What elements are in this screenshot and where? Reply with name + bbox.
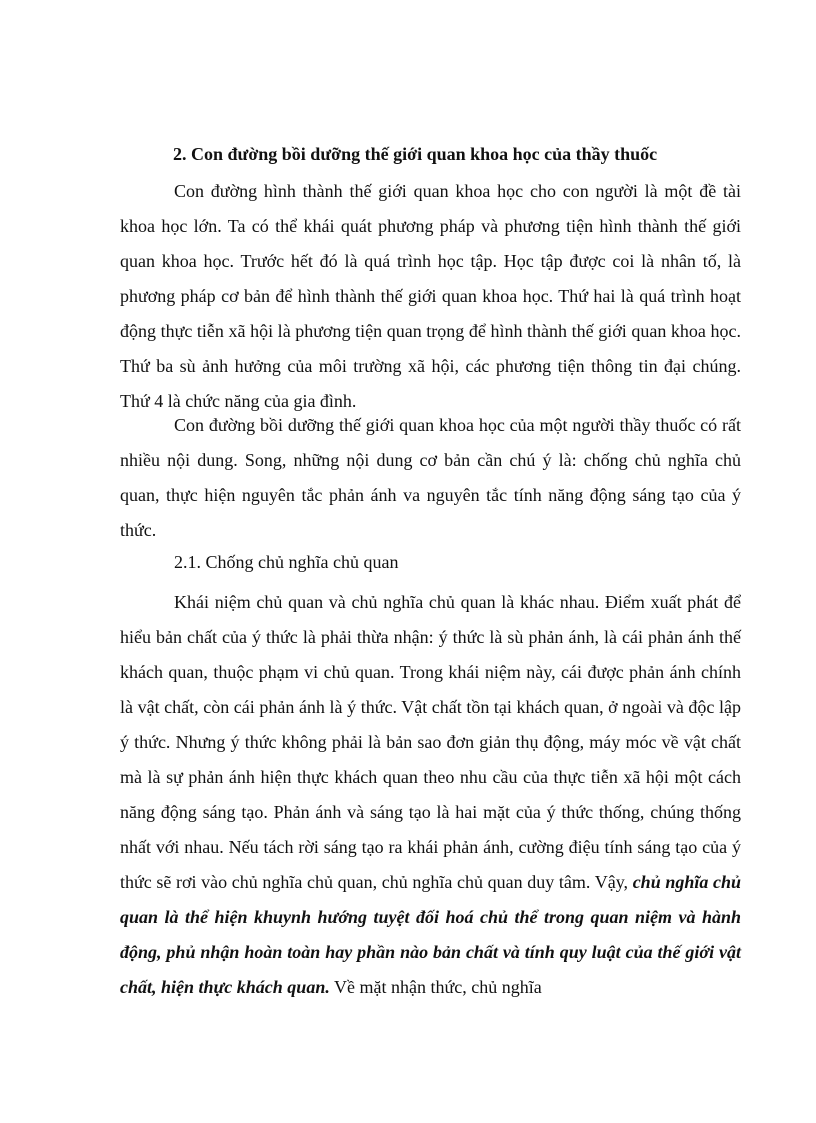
paragraph-subjectivism-continuation: Về mặt nhận thức, chủ nghĩa bbox=[334, 977, 542, 997]
section-heading: 2. Con đường bồi dưỡng thế giới quan khoa học của thầy thuốc bbox=[173, 144, 658, 164]
paragraph-subjectivism bbox=[120, 585, 741, 1005]
paragraph-cultivation-contents: Con đường bồi dưỡng thế giới quan khoa học của một người thầy thuốc có rất nhiều nội dung. Song, những nội dung cơ bản cần chú ý là: chống chủ nghĩa chủ quan, thực hiện nguyên tắc phản ánh va nguyên tắc tính năng động sáng tạo của ý thức. bbox=[120, 415, 741, 540]
subjectivism-definition: chủ nghĩa chủ quan là thể hiện khuynh hướng tuyệt đối hoá chủ thể trong quan niệm và hành động, phủ nhận hoàn toàn hay phần nào bản chất và tính quy luật của thế giới vật chất, hiện thực khách quan. bbox=[120, 872, 742, 997]
subsection-heading: 2.1. Chống chủ nghĩa chủ quan bbox=[174, 552, 399, 572]
paragraph-formation-paths: Con đường hình thành thế giới quan khoa học cho con người là một đề tài khoa học lớn. Ta có thể khái quát phương pháp và phương tiện hình thành thế giới quan khoa học. Trước hết đó là quá trình học tập. Học tập được coi là nhân tố, là phương pháp cơ bản để hình thành thế giới quan khoa học. Thứ hai là quá trình hoạt động thực tiễn xã hội là phương tiện quan trọng để hình thành thế giới quan khoa học. Thứ ba sù ảnh hưởng của môi trường xã hội, các phương tiện thông tin đại chúng. Thứ 4 là chức năng của gia đình. bbox=[120, 181, 741, 411]
paragraph-subjectivism-text: Khái niệm chủ quan và chủ nghĩa chủ quan là khác nhau. Điểm xuất phát để hiểu bản chất của ý thức là phải thừa nhận: ý thức là sù phản ánh, là cái phản ánh thế khách quan, thuộc phạm vi chủ quan. Trong khái niệm này, cái được phản ánh chính là vật chất, còn cái phản ánh là ý thức. Vật chất tồn tại khách quan, ở ngoài và độc lập ý thức. Nhưng ý thức không phải là bản sao đơn giản thụ động, máy móc về vật chất mà là sự phản ánh hiện thực khách quan theo nhu cầu của thực tiễn xã hội một cách năng động sáng tạo. Phản ánh và sáng tạo là hai mặt của ý thức thống, chúng thống nhất với nhau. Nếu tách rời sáng tạo ra khái phản ánh, cường điệu tính sáng tạo của ý thức sẽ rơi vào chủ nghĩa chủ quan, chủ nghĩa chủ quan duy tâm. Vậy, bbox=[120, 592, 741, 892]
